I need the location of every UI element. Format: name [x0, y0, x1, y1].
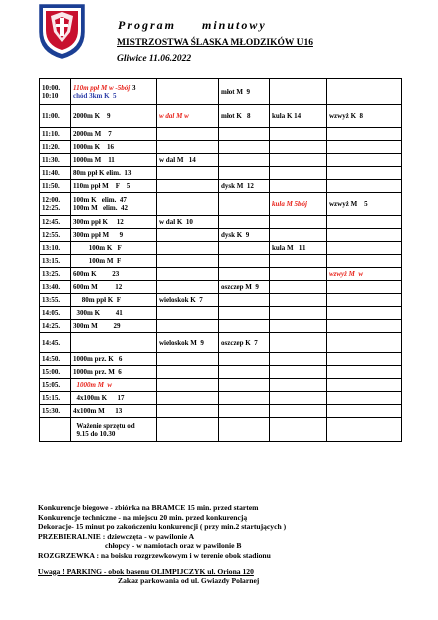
event-cell: [71, 242, 157, 255]
event-cell: [219, 242, 270, 255]
event-text: Ważenie sprzętu od: [73, 421, 135, 430]
event-cell: [219, 216, 270, 229]
time-cell: [40, 320, 71, 333]
time-text: 15:30.: [42, 407, 61, 415]
time-cell: [40, 141, 71, 154]
schedule-row: [40, 333, 402, 353]
event-cell: [270, 216, 327, 229]
event-cell: [157, 255, 219, 268]
event-cell: [157, 405, 219, 418]
event-cell: [219, 294, 270, 307]
event-text: 2000m M 7: [73, 130, 112, 138]
event-text: 300m M 29: [73, 322, 121, 330]
event-cell: [327, 320, 402, 333]
event-text: dysk K 9: [221, 231, 250, 239]
schedule-row: [40, 141, 402, 154]
event-cell: [327, 180, 402, 193]
time-cell: [40, 167, 71, 180]
event-cell: [270, 333, 327, 353]
event-cell: [270, 353, 327, 366]
event-cell: [327, 379, 402, 392]
time-text: 14:50.: [42, 355, 61, 363]
event-cell: [71, 128, 157, 141]
time-cell: [40, 128, 71, 141]
event-cell: [157, 392, 219, 405]
event-text: kula M 11: [272, 244, 306, 252]
event-cell: [71, 392, 157, 405]
schedule-row: [40, 307, 402, 320]
event-cell: [327, 154, 402, 167]
schedule-row: [40, 154, 402, 167]
time-text: 13:55.: [42, 296, 61, 304]
event-text: kula K 14: [272, 112, 302, 120]
event-text: w dal M 14: [159, 156, 196, 164]
event-cell: [219, 418, 270, 442]
event-cell: [219, 79, 270, 105]
time-text: 15:00.: [42, 368, 61, 376]
time-text: 13:40.: [42, 283, 61, 291]
event-text: 600m M 12: [73, 283, 123, 291]
event-text: 4x100m M 13: [73, 407, 123, 415]
event-text: w dal M w: [159, 112, 189, 120]
note-warmup: ROZGRZEWKA : na boisku rozgrzewkowym i w terenie obok stadionu: [38, 550, 271, 560]
event-text: kula M 5bój: [272, 200, 308, 208]
time-text: 15:15.: [42, 394, 61, 402]
event-cell: [71, 379, 157, 392]
event-text: 4x100m K 17: [73, 394, 125, 402]
event-text: oszczep K 7: [221, 338, 258, 347]
note-parking: Uwaga ! PARKING - obok basenu OLIMPIJCZYK ul. Oriona 120: [38, 566, 254, 576]
event-cell: [71, 193, 157, 216]
event-text: oszczep M 9: [221, 283, 259, 291]
event-cell: [157, 180, 219, 193]
event-text: młot M 9: [221, 87, 250, 96]
event-text: dysk M 12: [221, 182, 254, 190]
event-cell: [219, 105, 270, 128]
competition-name: MISTRZOSTWA ŚLASKA MŁODZIKÓW U16: [117, 38, 313, 48]
event-cell: [219, 167, 270, 180]
event-text: młot K 8: [221, 112, 251, 120]
event-cell: [157, 193, 219, 216]
schedule-row: [40, 255, 402, 268]
event-cell: [270, 154, 327, 167]
event-cell: [157, 281, 219, 294]
event-cell: [219, 255, 270, 268]
schedule-row: [40, 405, 402, 418]
event-cell: [219, 320, 270, 333]
event-cell: [327, 353, 402, 366]
schedule-row: [40, 366, 402, 379]
event-cell: [327, 216, 402, 229]
schedule-row: [40, 128, 402, 141]
event-text: wzwyż M w: [329, 270, 364, 278]
event-cell: [270, 167, 327, 180]
note-ceremonies: Dekoracje- 15 minut po zakończeniu konkurencji ( przy min.2 startujących ): [38, 522, 287, 532]
schedule-row: [40, 392, 402, 405]
event-text: 300m ppł K 12: [73, 218, 124, 226]
event-text: 1000m M w: [73, 381, 113, 389]
time-cell: [40, 229, 71, 242]
time-cell: [40, 418, 71, 442]
time-cell: [40, 405, 71, 418]
event-cell: [270, 141, 327, 154]
event-text: 100m M elim. 42: [73, 204, 129, 212]
time-cell: [40, 193, 71, 216]
event-text: wieloskok M 9: [159, 338, 204, 347]
event-cell: [219, 379, 270, 392]
time-text: 12:25.: [42, 204, 61, 212]
event-text: 110m ppł M w -5bój: [73, 83, 131, 92]
schedule-row: [40, 320, 402, 333]
time-cell: [40, 79, 71, 105]
event-cell: [327, 268, 402, 281]
event-cell: [71, 255, 157, 268]
time-text: 10:10: [42, 91, 59, 100]
time-cell: [40, 216, 71, 229]
event-cell: [71, 307, 157, 320]
title-word-2: minutowy: [202, 18, 267, 32]
time-text: 11:40.: [42, 169, 60, 177]
event-text: w dal K 10: [159, 218, 193, 226]
event-cell: [327, 418, 402, 442]
schedule-row: [40, 167, 402, 180]
event-cell: [157, 128, 219, 141]
event-cell: [219, 333, 270, 353]
time-text: 12:55.: [42, 231, 61, 239]
event-cell: [270, 294, 327, 307]
event-cell: [157, 167, 219, 180]
time-text: 11:30.: [42, 156, 60, 164]
event-cell: [270, 392, 327, 405]
event-text: wzwyż K 8: [329, 112, 364, 120]
event-cell: [219, 366, 270, 379]
event-cell: [71, 405, 157, 418]
event-text: 80m ppł K elim. 13: [73, 169, 132, 177]
time-cell: [40, 154, 71, 167]
event-text: 100m M F: [73, 257, 122, 265]
schedule-row: [40, 229, 402, 242]
event-text: chód 3km K 5: [73, 91, 117, 100]
event-cell: [157, 379, 219, 392]
time-cell: [40, 242, 71, 255]
note-running: Konkurencje biegowe - zbiórka na BRAMCE 15 min. przed startem: [38, 503, 259, 512]
event-cell: [270, 281, 327, 294]
event-cell: [327, 128, 402, 141]
time-text: 13:25.: [42, 270, 61, 278]
event-text: 1000m prz. M 6: [73, 368, 122, 376]
time-text: 13:10.: [42, 244, 61, 252]
event-cell: [157, 216, 219, 229]
event-cell: [327, 281, 402, 294]
event-cell: [219, 281, 270, 294]
event-cell: [327, 193, 402, 216]
event-cell: [270, 307, 327, 320]
event-text: 100m K elim. 47: [73, 196, 127, 204]
event-text: 1000m K 16: [73, 143, 115, 151]
time-text: 14:25.: [42, 322, 61, 330]
event-cell: [219, 268, 270, 281]
event-cell: [270, 405, 327, 418]
event-cell: [219, 405, 270, 418]
schedule-row: [40, 418, 402, 442]
event-cell: [219, 353, 270, 366]
time-text: 11:20.: [42, 143, 60, 151]
event-cell: [270, 229, 327, 242]
time-text: 15:05.: [42, 381, 61, 389]
time-text: 14:05.: [42, 309, 61, 317]
club-crest-logo: [37, 2, 87, 60]
schedule-row: [40, 281, 402, 294]
schedule-row: [40, 268, 402, 281]
event-cell: [71, 320, 157, 333]
time-text: 14:45.: [42, 338, 61, 347]
event-cell: [219, 229, 270, 242]
event-cell: [71, 229, 157, 242]
event-cell: [157, 418, 219, 442]
note-no-parking: Zakaz parkowania od ul. Gwiazdy Polarnej: [118, 576, 260, 586]
event-cell: [157, 229, 219, 242]
event-cell: [327, 307, 402, 320]
event-cell: [157, 79, 219, 105]
schedule-row: [40, 216, 402, 229]
event-cell: [327, 294, 402, 307]
time-text: 13:15.: [42, 257, 61, 265]
event-cell: [71, 281, 157, 294]
event-cell: [219, 193, 270, 216]
event-text: 2000m K 9: [73, 112, 111, 120]
event-text: 600m K 23: [73, 270, 120, 278]
note-changing-rooms: PRZEBIERALNIE : dziewczęta - w pawilonie A: [38, 531, 195, 541]
place-date: Gliwice 11.06.2022: [117, 54, 192, 64]
time-cell: [40, 105, 71, 128]
schedule-row: [40, 379, 402, 392]
event-cell: [219, 392, 270, 405]
note-technical: Konkurencje techniczne - na miejscu 20 min. przed konkurencją: [38, 512, 248, 522]
event-cell: [157, 242, 219, 255]
event-text: 1000m M 11: [73, 156, 115, 164]
event-cell: [270, 255, 327, 268]
schedule-row: [40, 294, 402, 307]
event-cell: [327, 405, 402, 418]
time-text: 12:00.: [42, 196, 61, 204]
event-cell: [157, 154, 219, 167]
event-cell: [327, 167, 402, 180]
event-cell: [157, 268, 219, 281]
event-text: 300m K 41: [73, 309, 123, 317]
event-cell: [270, 79, 327, 105]
event-cell: [71, 333, 157, 353]
event-text: 9.15 do 10.30: [73, 429, 116, 438]
event-text: 3: [131, 83, 136, 92]
event-cell: [270, 268, 327, 281]
event-cell: [219, 141, 270, 154]
event-cell: [157, 333, 219, 353]
time-text: 10:00.: [42, 83, 61, 92]
event-cell: [270, 418, 327, 442]
note-changing-rooms-boys: chłopcy - w namiotach oraz w pawilonie B: [105, 541, 242, 551]
event-cell: [327, 229, 402, 242]
event-cell: [157, 366, 219, 379]
event-cell: [270, 105, 327, 128]
event-cell: [71, 79, 157, 105]
event-text: 110m ppł M F 5: [73, 182, 131, 190]
event-cell: [157, 307, 219, 320]
time-cell: [40, 379, 71, 392]
event-cell: [71, 154, 157, 167]
schedule-row: [40, 79, 402, 105]
event-cell: [157, 353, 219, 366]
event-cell: [71, 180, 157, 193]
event-cell: [157, 105, 219, 128]
event-cell: [219, 180, 270, 193]
event-cell: [270, 379, 327, 392]
event-cell: [270, 320, 327, 333]
event-cell: [270, 366, 327, 379]
event-cell: [327, 141, 402, 154]
event-cell: [327, 392, 402, 405]
event-cell: [327, 255, 402, 268]
event-text: wzwyż M 5: [329, 200, 368, 208]
event-cell: [71, 366, 157, 379]
event-cell: [157, 294, 219, 307]
event-cell: [270, 180, 327, 193]
event-cell: [71, 418, 157, 442]
event-cell: [327, 105, 402, 128]
time-text: 11:10.: [42, 130, 60, 138]
event-cell: [270, 128, 327, 141]
event-cell: [71, 105, 157, 128]
time-cell: [40, 281, 71, 294]
event-cell: [71, 167, 157, 180]
schedule-row: [40, 193, 402, 216]
schedule-row: [40, 105, 402, 128]
time-cell: [40, 366, 71, 379]
event-text: wieloskok K 7: [159, 296, 203, 304]
event-cell: [219, 128, 270, 141]
event-text: 80m ppł K F: [73, 296, 122, 304]
event-cell: [327, 79, 402, 105]
title-word-1: Program: [118, 18, 177, 32]
time-cell: [40, 294, 71, 307]
event-cell: [327, 242, 402, 255]
schedule-row: [40, 353, 402, 366]
page-title: [118, 18, 267, 33]
event-cell: [270, 193, 327, 216]
schedule-row: [40, 242, 402, 255]
event-cell: [157, 141, 219, 154]
time-cell: [40, 353, 71, 366]
event-cell: [71, 141, 157, 154]
event-text: 300m ppł M 9: [73, 231, 124, 239]
time-text: 11:00.: [42, 112, 60, 120]
event-cell: [219, 307, 270, 320]
schedule-row: [40, 180, 402, 193]
time-cell: [40, 268, 71, 281]
time-cell: [40, 307, 71, 320]
event-cell: [270, 242, 327, 255]
event-text: 1000m prz. K 6: [73, 355, 123, 363]
event-cell: [157, 320, 219, 333]
notes-block: [38, 503, 286, 586]
schedule-table: [39, 78, 402, 442]
time-cell: [40, 180, 71, 193]
event-cell: [71, 353, 157, 366]
time-text: 11:50.: [42, 182, 60, 190]
event-cell: [327, 333, 402, 353]
time-text: 12:45.: [42, 218, 61, 226]
time-cell: [40, 392, 71, 405]
event-cell: [71, 294, 157, 307]
event-cell: [71, 216, 157, 229]
event-cell: [71, 268, 157, 281]
event-cell: [219, 154, 270, 167]
time-cell: [40, 333, 71, 353]
event-text: 100m K F: [73, 244, 122, 252]
time-cell: [40, 255, 71, 268]
event-cell: [327, 366, 402, 379]
